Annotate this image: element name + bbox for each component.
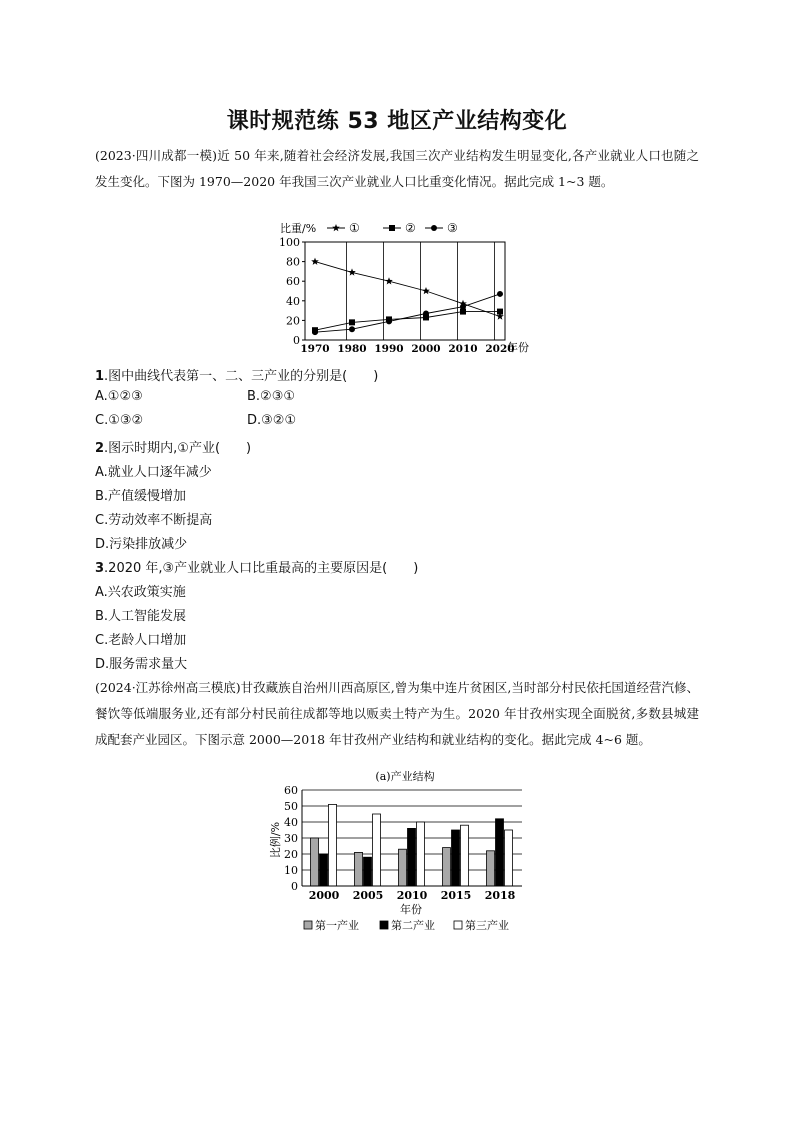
chart2-legend-swatch (380, 921, 388, 929)
chart1-point-series2 (497, 309, 503, 315)
chart2-y-tick-label: 20 (284, 848, 298, 861)
chart2-legend-swatch (454, 921, 462, 929)
chart2-bar-2 (496, 819, 504, 886)
chart2-y-tick-label: 50 (284, 800, 298, 813)
chart2-y-tick-label: 40 (284, 816, 298, 829)
industrial-structure-bar-chart (262, 768, 537, 938)
chart1-y-tick-label: 40 (286, 294, 300, 308)
chart1-y-tick-label: 80 (286, 255, 300, 269)
intro-paragraph-1: (2023·四川成都一模)近 50 年来,随着社会经济发展,我国三次产业结构发生明显变化,各产业就业人口也随之发生变化。下图为 1970—2020 年我国三次产业就业人口比重变化情况。据此完成 1~3 题。 (95, 148, 699, 189)
chart2-bar-1 (311, 838, 319, 886)
chart2-bar-2 (320, 854, 328, 886)
chart2-bar-3 (461, 825, 469, 886)
chart1-legend (327, 221, 458, 235)
chart2-y-tick-label: 30 (284, 832, 298, 845)
chart1-series-line-3 (315, 294, 500, 332)
chart1-point-series3 (460, 304, 466, 310)
chart2-y-tick-label: 10 (284, 864, 298, 877)
chart1-x-tick-label: 2010 (448, 343, 478, 355)
chart2-bar-1 (443, 848, 451, 886)
chart1-ylabel: 比重/% (280, 222, 317, 235)
chart1-series-line-1 (315, 262, 500, 317)
chart2-x-tick-label: 2000 (308, 889, 340, 902)
question-1 (95, 365, 378, 384)
question-3 (95, 557, 418, 576)
chart1-point-series1 (348, 268, 356, 275)
chart2-x-tick-label: 2005 (352, 889, 384, 902)
chart1-series (311, 258, 504, 336)
chart2-legend-label: 第三产业 (465, 919, 509, 932)
chart2-bars (311, 804, 513, 886)
chart2-bar-1 (355, 852, 363, 886)
chart1-x-tick-label: 2020 (485, 343, 515, 355)
q1-option-a[interactable]: A.①②③ (95, 389, 143, 404)
chart2-title: (a)产业结构 (375, 770, 435, 783)
q1-option-d[interactable]: D.③②① (247, 413, 297, 428)
q3-option-b[interactable]: B.人工智能发展 (95, 609, 187, 624)
chart1-point-series1 (385, 277, 393, 284)
chart1-legend-label: ③ (447, 221, 458, 235)
question-2-number: 2 (95, 441, 105, 456)
chart2-bar-3 (505, 830, 513, 886)
chart1-point-series3 (386, 318, 392, 324)
chart1-y-tick-label: 100 (279, 236, 300, 249)
employment-share-line-chart (265, 218, 535, 358)
chart2-bar-3 (417, 822, 425, 886)
q3-option-a[interactable]: A.兴农政策实施 (95, 585, 186, 600)
q3-option-c[interactable]: C.老龄人口增加 (95, 633, 187, 648)
chart1-legend-marker (431, 225, 437, 231)
chart1-axes (279, 236, 515, 355)
q2-option-b[interactable]: B.产值缓慢增加 (95, 489, 187, 504)
chart1-y-tick-label: 0 (293, 334, 300, 347)
chart1-x-unit: 年份 (507, 341, 529, 354)
chart1-plot-frame (305, 242, 505, 340)
chart2-bar-1 (487, 851, 495, 886)
chart2-bar-3 (373, 814, 381, 886)
chart2-x-tick-label: 2015 (440, 889, 472, 902)
chart2-ylabel: 比例/% (269, 821, 282, 859)
chart1-x-tick-label: 2000 (411, 343, 441, 355)
chart2-x-tick-label: 2018 (484, 889, 516, 902)
question-3-number: 3 (95, 561, 105, 576)
chart1-point-series1 (422, 287, 430, 294)
chart1-point-series3 (497, 291, 503, 297)
chart1-point-series2 (349, 319, 355, 325)
chart1-series-line-2 (315, 312, 500, 331)
question-1-number: 1 (95, 369, 105, 384)
chart1-point-series3 (312, 329, 318, 335)
q2-option-d[interactable]: D.污染排放减少 (95, 537, 188, 552)
chart2-bar-2 (364, 857, 372, 886)
chart2-legend-label: 第二产业 (391, 919, 435, 932)
chart1-x-tick-label: 1970 (300, 343, 330, 355)
chart2-legend (304, 918, 509, 932)
q1-option-c[interactable]: C.①③② (95, 413, 144, 428)
chart2-bar-2 (408, 828, 416, 886)
q1-option-b[interactable]: B.②③① (247, 389, 296, 404)
q2-option-a[interactable]: A.就业人口逐年减少 (95, 465, 212, 480)
chart1-legend-label: ① (349, 221, 360, 235)
chart2-bar-3 (329, 804, 337, 886)
question-2-text: .图示时期内,①产业( ) (104, 441, 252, 456)
chart1-point-series1 (311, 258, 319, 265)
chart2-bar-1 (399, 849, 407, 886)
chart2-bar-2 (452, 830, 460, 886)
chart1-y-tick-label: 20 (286, 314, 300, 328)
chart1-x-tick-label: 1990 (374, 343, 404, 355)
chart2-x-tick-label: 2010 (396, 889, 428, 902)
chart1-legend-marker (389, 225, 395, 231)
page-title: 课时规范练 53 地区产业结构变化 (226, 109, 568, 134)
chart2-y-tick-label: 60 (284, 784, 298, 797)
question-2 (95, 437, 251, 456)
chart1-point-series3 (423, 311, 429, 317)
chart2-legend-label: 第一产业 (315, 919, 359, 932)
question-3-text: .2020 年,③产业就业人口比重最高的主要原因是( ) (104, 561, 419, 576)
chart1-x-tick-label: 1980 (337, 343, 367, 355)
chart1-legend-marker (332, 224, 340, 231)
q2-option-c[interactable]: C.劳动效率不断提高 (95, 513, 213, 528)
chart2-xlabel: 年份 (400, 903, 422, 916)
chart1-y-tick-label: 60 (286, 275, 300, 289)
q3-option-d[interactable]: D.服务需求量大 (95, 657, 188, 672)
chart1-point-series3 (349, 326, 355, 332)
chart2-legend-swatch (304, 921, 312, 929)
chart1-legend-label: ② (405, 221, 416, 235)
intro-paragraph-2: (2024·江苏徐州高三模底)甘孜藏族自治州川西高原区,曾为集中连片贫困区,当时部分村民依托国道经营汽修、餐饮等低端服务业,还有部分村民前往成都等地以贩卖土特产为生。2020 年甘孜州实现全面脱贫,多数县城建成配套产业园区。下图示意 2000—2018 年甘孜州产业结构和就业结构的变化。据此完成 4~6 题。 (95, 680, 699, 747)
question-1-text: .图中曲线代表第一、二、三产业的分别是( ) (104, 369, 379, 384)
chart2-y-tick-label: 0 (291, 880, 298, 893)
